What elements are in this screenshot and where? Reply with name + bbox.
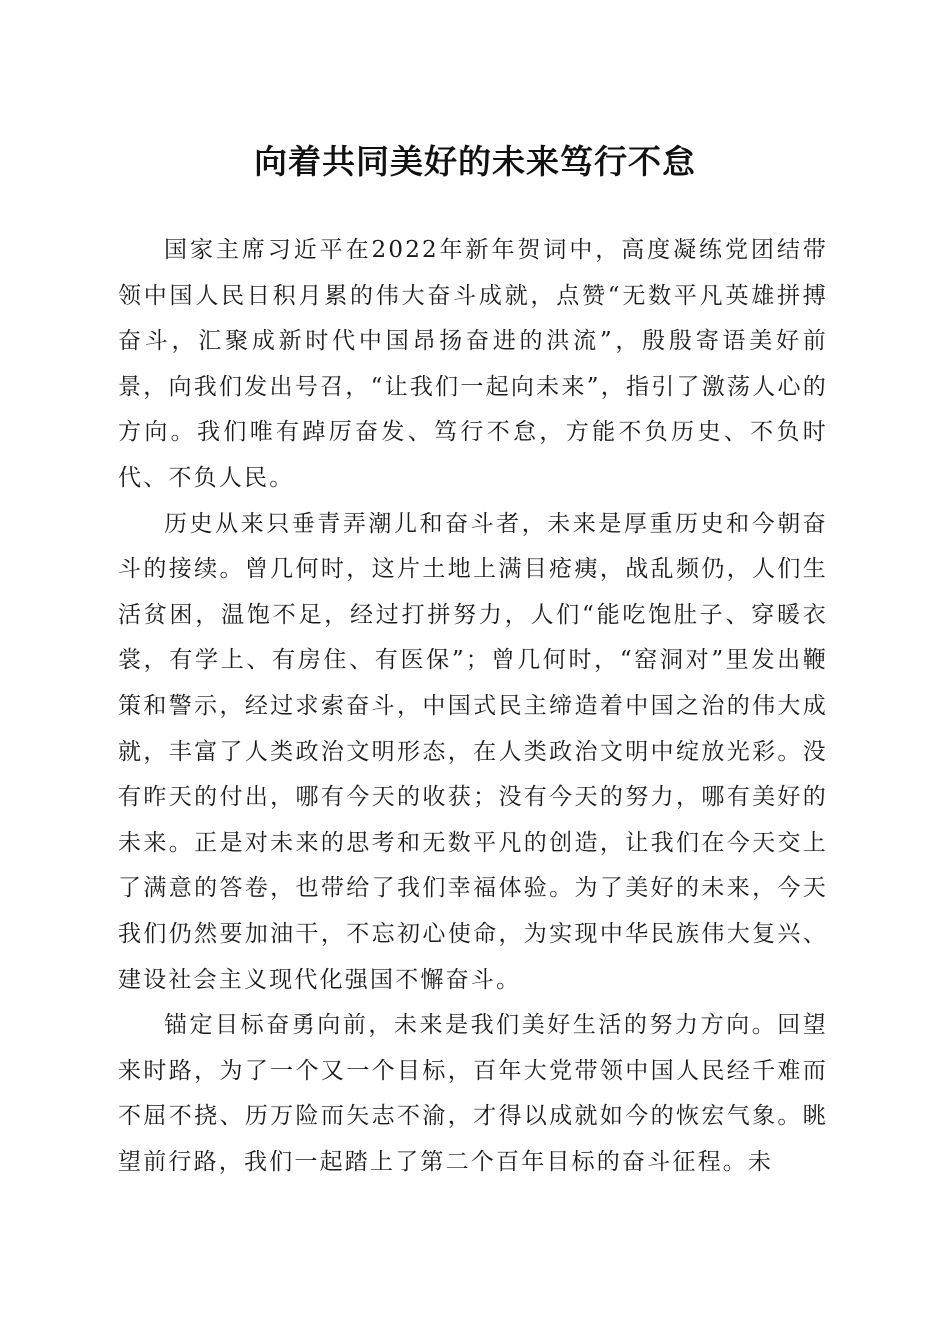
paragraph-2: 历史从来只垂青弄潮儿和奋斗者，未来是厚重历史和今朝奋斗的接续。曾几何时，这片土地上满目疮痍，战乱频仍，人们生活贫困，温饱不足，经过打拼努力，人们“能吃饱肚子、穿暖衣裳，有学上、有房住、有医保”；曾几何时，“窑洞对”里发出鞭策和警示，经过求索奋斗，中国式民主缔造着中国之治的伟大成就，丰富了人类政治文明形态，在人类政治文明中绽放光彩。没有昨天的付出，哪有今天的收获；没有今天的努力，哪有美好的未来。正是对未来的思考和无数平凡的创造，让我们在今天交上了满意的答卷，也带给了我们幸福体验。为了美好的未来，今天我们仍然要加油干，不忘初心使命，为实现中华民族伟大复兴、建设社会主义现代化强国不懈奋斗。 — [118, 510, 828, 993]
paragraph-1: 国家主席习近平在2022年新年贺词中，高度凝练党团结带领中国人民日积月累的伟大奋斗成就，点赞“无数平凡英雄拼搏奋斗，汇聚成新时代中国昂扬奋进的洪流”，殷殷寄语美好前景，向我们发出号召，“让我们一起向未来”，指引了激荡人心的方向。我们唯有踔厉奋发、笃行不怠，方能不负历史、不负时代、不负人民。 — [118, 237, 828, 491]
paragraph-3: 锚定目标奋勇向前，未来是我们美好生活的努力方向。回望来时路，为了一个又一个目标，百年大党带领中国人民经千难而不屈不挠、历万险而矢志不渝，才得以成就如今的恢宏气象。眺望前行路，我们一起踏上了第二个百年目标的奋斗征程。未 — [118, 1012, 828, 1175]
document-title: 向着共同美好的未来笃行不怠 — [254, 142, 696, 181]
document-body — [118, 228, 828, 1185]
